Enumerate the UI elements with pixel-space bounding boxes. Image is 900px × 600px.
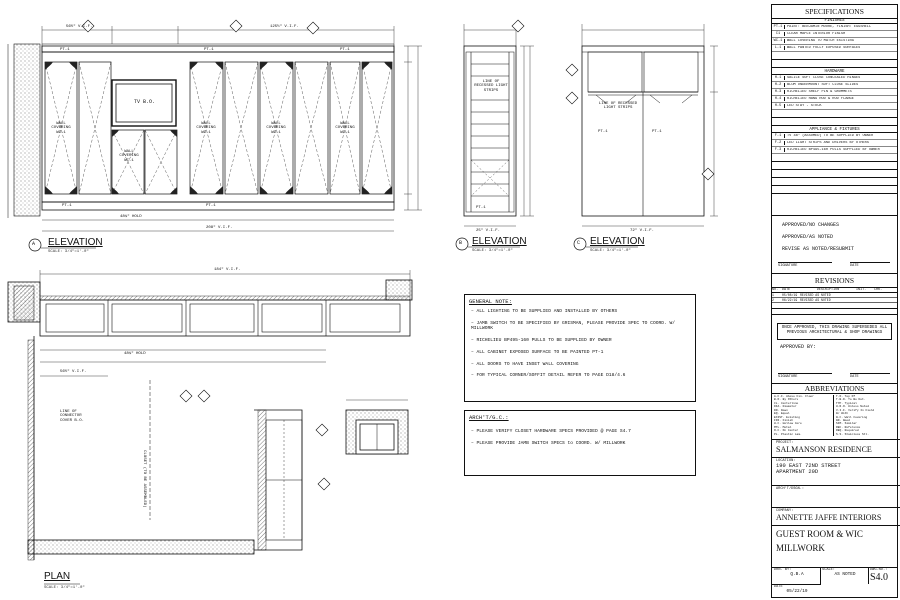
plan-title: PLAN — [44, 571, 71, 582]
hardware-code: H-3 — [772, 90, 785, 94]
sheet-title-section — [772, 525, 900, 556]
hardware-code: H-5 — [772, 104, 785, 108]
specifications-section — [772, 5, 897, 194]
drawn-by-label: DRN. BY: — [774, 568, 792, 572]
abbr-item: CL. Centerline — [774, 401, 799, 405]
signature-line — [778, 262, 890, 268]
hardware-row — [772, 82, 897, 89]
date-field-label: DATE — [774, 585, 783, 589]
abbr-item: TYP. Typical — [836, 401, 857, 405]
finish-code: WC-1 — [772, 39, 785, 43]
finish-code: PT-1 — [772, 25, 785, 29]
hardware-code: H-4 — [772, 97, 785, 101]
abbr-item: W/ With — [836, 412, 849, 416]
pt-label-1: PT-1 — [60, 48, 70, 52]
abbr-item: PL. Plastic Lam. — [774, 432, 802, 436]
sheet-info-section — [772, 567, 897, 598]
company-label: COMPANY: — [776, 509, 794, 513]
general-note-2: – JAMB SWITCH TO BE SPECIFIED BY GRISMAN, PLEASE PROVIDE SPEC TO COORD. W/ MILLWORK — [471, 320, 675, 332]
wc-label-1: WALL COVERING WC-1 — [51, 122, 71, 135]
wc-label-4: WALL COVERING WC-1 — [266, 122, 286, 135]
elevation-c-linework — [574, 24, 718, 250]
elev-a-dim-top-right: 125½" V.I.F. — [270, 25, 299, 29]
signature-line-2 — [778, 373, 890, 379]
appliance-code: F-2 — [772, 141, 785, 145]
plan-scale: SCALE: 3/4"=1'-0" — [44, 586, 85, 590]
drawing-number: S4.0 — [870, 572, 889, 583]
rev-desc: REVISED AS NOTED — [800, 298, 831, 302]
appliance-row — [772, 147, 897, 154]
elev-a-dim-hold: 48¼" HOLD — [120, 215, 142, 219]
rev-col-date: DATE — [782, 288, 791, 292]
abbr-item: U.N.O. Unless Noted — [836, 405, 869, 409]
finish-text: WALL PANTED FULLY EXPOSED SURFACES — [787, 46, 861, 50]
plan-dim-overall: 184" V.I.F. — [214, 268, 241, 272]
approval-option: APPROVED/NO CHANGES — [782, 222, 840, 228]
view-c-letter: C — [577, 240, 581, 246]
approval-option: APPROVED/AS NOTED — [782, 234, 834, 240]
elev-c-pt-2: PT-1 — [652, 130, 662, 134]
abbr-item: WD. Wood — [836, 418, 850, 422]
sheet-title-line-2: MILLWORK — [776, 543, 825, 553]
finish-row — [772, 31, 897, 38]
hardware-text: LED STAY - STOCK — [787, 104, 822, 108]
date-field-value: 05/22/19 — [786, 589, 808, 594]
hardware-row — [772, 75, 897, 82]
finish-code: L-1 — [772, 46, 785, 50]
hardware-row — [772, 96, 897, 103]
rev-col-no: NO. — [772, 288, 779, 292]
wc-label-3: WALL COVERING WC-1 — [196, 122, 216, 135]
finish-text: PAINT: BENJAMIN MOORE, FINISH: EGGSHELL — [787, 25, 872, 29]
company-name: ANNETTE JAFFE INTERIORS — [776, 513, 882, 522]
abbr-item: O.C. On Center — [774, 429, 799, 433]
abbr-item: REF. Reference — [836, 425, 861, 429]
elev-b-width: 25" V.I.F. — [476, 229, 501, 233]
scale-value: AS NOTED — [834, 572, 856, 577]
appliance-row — [772, 140, 897, 147]
elev-c-hidden-line: LINE OF RECESSED LIGHT STRIPS — [598, 102, 638, 111]
appliance-code: F-3 — [772, 148, 785, 152]
abbr-item: W.C. Wall Covering — [836, 415, 868, 419]
view-c-scale: SCALE: 3/4"=1'-0" — [590, 249, 631, 253]
tv-label: TV B.O. — [134, 99, 156, 105]
arch-note-1: – PLEASE VERIFY CLOSET HARDWARE SPECS PROVIDED @ PAGE S4.7 — [471, 429, 631, 434]
general-notes-box — [464, 294, 696, 402]
abbr-right-col — [834, 395, 895, 436]
date-label: DATE — [850, 262, 890, 268]
finish-row — [772, 45, 897, 52]
elev-a-dim-overall: 208" V.I.F. — [206, 226, 233, 230]
arch-notes-heading: ARCH'T/G.C.: — [469, 414, 509, 421]
company-section — [772, 507, 900, 523]
appliance-text: TV 48" (ASSUMED) TO BE SUPPLIED BY OWNER — [787, 134, 874, 138]
supersede-note: ONCE APPROVED, THIS DRAWING SUPERSEDES ALL PREVIOUS ARCHITECTURAL & SHOP DRAWINGS — [777, 323, 892, 340]
elev-a-dim-top-left: 56½" V.I.F. — [66, 25, 93, 29]
appliance-text: RICHELIEU BP495-160 PULLS SUPPLIED BY OWNER — [787, 148, 880, 152]
wc-label-5: WALL COVERING WC-1 — [335, 122, 355, 135]
general-note-1: – ALL LIGHTING TO BE SUPPLIED AND INSTALLED BY OTHERS — [471, 309, 618, 314]
abbreviations-section — [772, 383, 897, 437]
rev-no: 2 — [772, 298, 774, 302]
appliance-heading: APPLIANCE & FIXTURES — [772, 126, 897, 133]
abbreviations-table — [772, 394, 897, 437]
rev-date: 05/08/19 — [782, 293, 798, 297]
pt-label-2: PT-1 — [204, 48, 214, 52]
appliance-row — [772, 133, 897, 140]
general-note-3: – RICHELIEU BP495-160 PULLS TO BE SUPPLIED BY OWNER — [471, 338, 612, 344]
finish-row — [772, 38, 897, 45]
wc-label-2: WALL COVERING WC-1 — [119, 150, 139, 163]
drawn-by-cell — [772, 568, 821, 585]
abbr-item: S.S. Stainless Stl. — [836, 432, 869, 436]
elev-b-pt: PT-1 — [476, 206, 486, 210]
elevation-a-linework — [8, 26, 422, 251]
arch-notes-box — [464, 410, 696, 476]
arch-note-2: – PLEASE PROVIDE JAMB SWITCH SPECS to COORD. W/ MILLWORK — [471, 440, 626, 446]
specifications-heading: SPECIFICATIONS — [772, 5, 897, 19]
sheet-title-line-1: GUEST ROOM & WIC — [776, 529, 863, 539]
abbr-item: B.O. By Others — [774, 398, 799, 402]
scale-cell — [820, 568, 869, 584]
elev-c-pt-1: PT-1 — [598, 130, 608, 134]
hardware-code: H-1 — [772, 76, 785, 80]
location-line-1: 190 EAST 72ND STREET — [776, 463, 841, 469]
plan-dim-hold: 48¼" HOLD — [124, 352, 146, 356]
rev-no: 1 — [772, 293, 774, 297]
drawing-number-label: DWG.NO.: — [870, 568, 888, 572]
hardware-text: SALICE SOFT CLOSE CONCEALED HINGES — [787, 76, 861, 80]
approval-section — [772, 215, 897, 268]
approval-option: REVISE AS NOTED/RESUBMIT — [782, 246, 855, 252]
architect-label: ARCH'T/DSGN.: — [776, 487, 805, 491]
hardware-row — [772, 89, 897, 96]
plan-connector-note: LINE OF CONNECTOR COVER B.O. — [60, 410, 85, 423]
general-note-5: – ALL DOORS TO HAVE INSET WALL COVERING — [471, 361, 579, 367]
abbr-item: DN. Down — [774, 408, 788, 412]
revisions-section — [772, 273, 897, 315]
abbr-item: MTL. Metal — [774, 425, 792, 429]
rev-desc: REVISED AS NOTED — [800, 293, 831, 297]
finish-text: WALL COVERING TO MATCH EXISTING — [787, 39, 854, 43]
elevation-b-linework — [456, 24, 534, 250]
drawing-number-cell — [868, 568, 898, 598]
finish-code: C1 — [772, 32, 785, 36]
general-note-4: – ALL CABINET EXPOSED SURFACE TO BE PAINTED PT-1 — [471, 349, 604, 355]
view-b-letter: B — [459, 240, 463, 246]
hardware-text: BLUM UNDERMOUNT SOFT CLOSE SLIDES — [787, 83, 859, 87]
view-b-title: ELEVATION — [472, 236, 527, 247]
pt-label-5: PT-1 — [206, 204, 216, 208]
appliance-text: LED LIGHT STRIPS AND DRIVERS BY OTHERS — [787, 141, 869, 145]
supersede-section — [772, 323, 897, 379]
hardware-code: H-2 — [772, 83, 785, 87]
finish-row — [772, 24, 897, 31]
pt-label-4: PT-1 — [62, 204, 72, 208]
view-b-scale: SCALE: 3/4"=1'-0" — [472, 249, 513, 253]
rev-col-chk: CHK. — [874, 288, 883, 292]
signature-label: SIGNATURE — [778, 262, 832, 268]
location-section — [772, 457, 900, 476]
project-section — [772, 439, 900, 455]
abbr-item: A.F.F. Above Fin. Floor — [774, 395, 814, 398]
hardware-row — [772, 103, 897, 110]
abbreviations-heading: ABBREVIATIONS — [772, 384, 897, 394]
date-label-2: DATE — [850, 373, 890, 379]
plan-closet-note: CLOSET (TO BE ASSEMBLED) — [142, 450, 146, 508]
approved-by-label: APPROVED BY: — [780, 343, 817, 350]
pt-label-3: PT-1 — [340, 48, 350, 52]
plan-dim-left: 56½" V.I.F. — [60, 370, 87, 374]
finishes-heading: FINISHES — [772, 19, 897, 24]
general-notes-heading: GENERAL NOTE: — [469, 298, 512, 305]
hardware-text: RICHELIEU SHELF PIN & GROMMETS — [787, 90, 852, 94]
abbr-item: V.I.F. Verify In Field — [836, 408, 875, 412]
abbr-item: T.O. Top Of — [836, 395, 856, 398]
view-c-title: ELEVATION — [590, 236, 645, 247]
appliance-code: F-1 — [772, 134, 785, 138]
rev-col-init: INIT. — [856, 288, 867, 292]
abbr-left-col — [774, 395, 834, 436]
view-a-title: ELEVATION — [48, 237, 103, 248]
scale-label: SCALE: — [822, 568, 835, 572]
hardware-text: RICHELIEU HANG ROD & ROD FLANGE — [787, 97, 854, 101]
view-a-scale: SCALE: 3/4"=1'-0" — [48, 250, 89, 254]
location-label: LOCATION: — [776, 459, 796, 463]
abbr-item: DIA. Diameter — [774, 405, 797, 409]
title-block — [771, 4, 898, 598]
elev-c-width: 72" V.I.F. — [630, 229, 655, 233]
abbr-item: EXIST. Existing — [774, 415, 801, 419]
rev-date: 06/22/19 — [782, 298, 798, 302]
abbr-item: EQ. Equal — [774, 412, 790, 416]
abbr-item: H.C. Hollow Core — [774, 422, 802, 426]
elev-b-hidden-line: LINE OF RECESSED LIGHT STRIPS — [474, 80, 508, 93]
elevation-b-callouts — [512, 20, 524, 32]
plan-callouts — [180, 390, 330, 490]
project-name: SALMANSON RESIDENCE — [776, 445, 872, 454]
view-a-letter: A — [32, 241, 36, 247]
project-label: PROJECT: — [776, 441, 794, 445]
architect-section — [772, 485, 900, 508]
rev-col-desc: DESCRIPTION — [816, 288, 840, 292]
hardware-heading: HARDWARE — [772, 68, 897, 75]
abbr-item: REQ. Required — [836, 429, 859, 433]
location-line-2: APARTMENT 20D — [776, 469, 819, 475]
date-cell — [772, 585, 820, 594]
signature-label-2: SIGNATURE — [778, 373, 832, 379]
drawn-by-value: Q.B.A — [790, 572, 804, 577]
abbr-item: T.B.D. To Be Det. — [836, 398, 866, 402]
general-note-6: – FOR TYPICAL CORNER/SOFFIT DETAIL REFER TO PAGE D18/4.6 — [471, 373, 626, 379]
revisions-heading: REVISIONS — [772, 274, 897, 288]
abbr-item: SIM. Similar — [836, 422, 857, 426]
abbr-item: FIN. Finish — [774, 418, 794, 422]
finish-text: CLEAR MAPLE INTERIOR FINISH — [787, 32, 846, 36]
